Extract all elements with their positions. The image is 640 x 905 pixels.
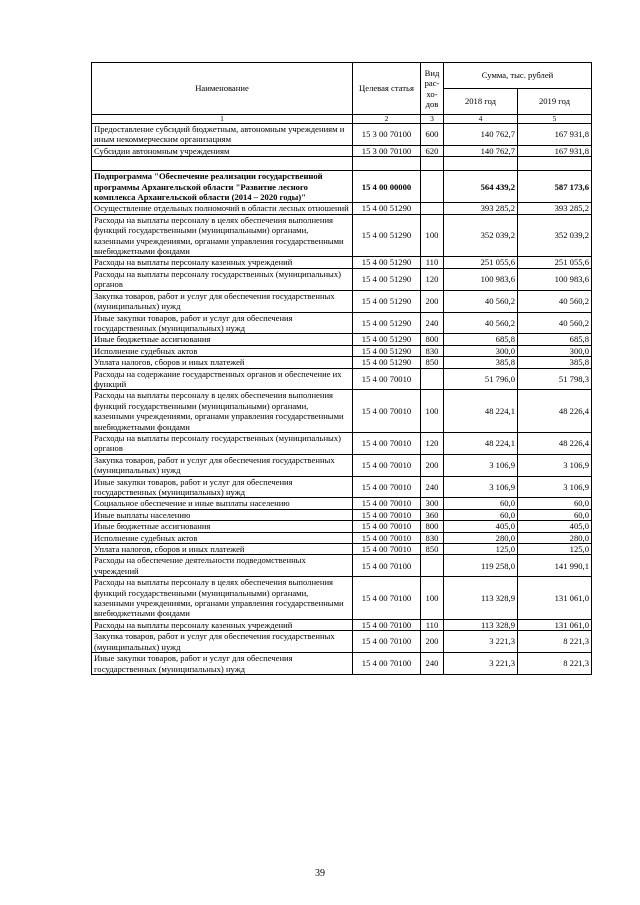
row-target-article: 15 3 00 70100	[353, 145, 421, 156]
row-name: Расходы на выплаты персоналу в целях обеспечения выполнения функций государственными (муниципальными) органами, казенными учреждениями, органами управления государственными внебюджетными фондами	[92, 390, 353, 433]
table-body	[92, 124, 592, 675]
table-row	[92, 476, 592, 498]
row-amount-2019: 167 931,8	[518, 124, 592, 146]
table-row	[92, 653, 592, 675]
row-amount-2018: 564 439,2	[444, 171, 518, 203]
row-target-article: 15 4 00 51290	[353, 257, 421, 268]
row-target-article: 15 4 00 51290	[353, 357, 421, 368]
row-name: Иные закупки товаров, работ и услуг для обеспечения государственных (муниципальных) нужд	[92, 476, 353, 498]
row-amount-2019: 125,0	[518, 544, 592, 555]
row-name: Иные бюджетные ассигнования	[92, 334, 353, 345]
row-target-article: 15 4 00 51290	[353, 290, 421, 312]
row-expense-type: 620	[421, 145, 444, 156]
row-amount-2018: 48 224,1	[444, 432, 518, 454]
header-name: Наименование	[92, 63, 353, 115]
row-amount-2018: 251 055,6	[444, 257, 518, 268]
row-target-article: 15 4 00 70010	[353, 509, 421, 520]
row-name: Уплата налогов, сборов и иных платежей	[92, 544, 353, 555]
row-amount-2018: 3 221,3	[444, 631, 518, 653]
row-name: Расходы на обеспечение деятельности подведомственных учреждений	[92, 555, 353, 577]
row-amount-2019	[518, 157, 592, 171]
row-expense-type: 200	[421, 631, 444, 653]
row-expense-type: 100	[421, 577, 444, 620]
row-amount-2018: 60,0	[444, 498, 518, 509]
row-expense-type	[421, 555, 444, 577]
row-amount-2019: 40 560,2	[518, 312, 592, 334]
row-target-article: 15 4 00 51290	[353, 214, 421, 257]
table-row	[92, 368, 592, 390]
row-amount-2019: 8 221,3	[518, 631, 592, 653]
table-row	[92, 509, 592, 520]
table-row	[92, 203, 592, 214]
row-amount-2019: 280,0	[518, 532, 592, 543]
row-amount-2019: 48 226,4	[518, 432, 592, 454]
row-name: Расходы на выплаты персоналу в целях обеспечения выполнения функций государственными (муниципальными) органами, казенными учреждениями, органами управления государственными внебюджетными фондами	[92, 214, 353, 257]
row-target-article: 15 4 00 70100	[353, 631, 421, 653]
row-target-article: 15 3 00 70100	[353, 124, 421, 146]
row-amount-2019: 587 173,6	[518, 171, 592, 203]
row-amount-2019: 352 039,2	[518, 214, 592, 257]
row-amount-2019: 385,8	[518, 357, 592, 368]
row-name: Субсидии автономным учреждениям	[92, 145, 353, 156]
row-amount-2018: 280,0	[444, 532, 518, 543]
row-target-article: 15 4 00 51290	[353, 203, 421, 214]
row-amount-2018: 113 328,9	[444, 619, 518, 630]
row-expense-type: 600	[421, 124, 444, 146]
column-number: 1	[92, 115, 353, 124]
row-name	[92, 157, 353, 171]
spacer-row	[92, 157, 592, 171]
row-target-article: 15 4 00 00000	[353, 171, 421, 203]
row-name: Предоставление субсидий бюджетным, автономным учреждениям и иным некоммерческим организациям	[92, 124, 353, 146]
row-name: Расходы на выплаты персоналу в целях обеспечения выполнения функций государственными (муниципальными) органами, казенными учреждениями, органами управления государственными внебюджетными фондами	[92, 577, 353, 620]
table-row	[92, 544, 592, 555]
row-target-article: 15 4 00 70100	[353, 653, 421, 675]
row-expense-type: 300	[421, 498, 444, 509]
table-row	[92, 345, 592, 356]
row-target-article: 15 4 00 70010	[353, 432, 421, 454]
table-row	[92, 555, 592, 577]
row-amount-2018: 140 762,7	[444, 124, 518, 146]
row-name: Расходы на выплаты персоналу казенных учреждений	[92, 619, 353, 630]
header-row-1	[92, 63, 592, 89]
table-row	[92, 357, 592, 368]
row-expense-type: 830	[421, 345, 444, 356]
table-row	[92, 619, 592, 630]
row-expense-type: 850	[421, 544, 444, 555]
row-amount-2019: 141 990,1	[518, 555, 592, 577]
row-target-article: 15 4 00 70010	[353, 544, 421, 555]
row-amount-2018: 685,8	[444, 334, 518, 345]
table-row	[92, 390, 592, 433]
row-expense-type	[421, 203, 444, 214]
row-name: Расходы на содержание государственных органов и обеспечение их функций	[92, 368, 353, 390]
row-target-article: 15 4 00 70010	[353, 476, 421, 498]
table-row	[92, 334, 592, 345]
row-amount-2018	[444, 157, 518, 171]
row-target-article: 15 4 00 70010	[353, 532, 421, 543]
row-amount-2018: 3 221,3	[444, 653, 518, 675]
row-amount-2019: 3 106,9	[518, 454, 592, 476]
row-amount-2019: 40 560,2	[518, 290, 592, 312]
row-amount-2019: 8 221,3	[518, 653, 592, 675]
row-expense-type: 800	[421, 334, 444, 345]
row-amount-2019: 251 055,6	[518, 257, 592, 268]
row-amount-2018: 393 285,2	[444, 203, 518, 214]
row-amount-2019: 48 226,4	[518, 390, 592, 433]
row-target-article: 15 4 00 70010	[353, 454, 421, 476]
row-amount-2019: 131 061,0	[518, 577, 592, 620]
row-name: Расходы на выплаты персоналу государственных (муниципальных) органов	[92, 268, 353, 290]
row-expense-type: 110	[421, 619, 444, 630]
row-name: Уплата налогов, сборов и иных платежей	[92, 357, 353, 368]
row-amount-2019: 685,8	[518, 334, 592, 345]
row-amount-2019: 60,0	[518, 498, 592, 509]
row-amount-2018: 352 039,2	[444, 214, 518, 257]
row-target-article: 15 4 00 70100	[353, 555, 421, 577]
row-name: Иные выплаты населению	[92, 509, 353, 520]
row-target-article: 15 4 00 51290	[353, 345, 421, 356]
row-amount-2018: 140 762,7	[444, 145, 518, 156]
row-expense-type: 240	[421, 312, 444, 334]
row-amount-2019: 3 106,9	[518, 476, 592, 498]
table-row	[92, 145, 592, 156]
column-number: 3	[421, 115, 444, 124]
row-expense-type	[421, 157, 444, 171]
row-amount-2018: 125,0	[444, 544, 518, 555]
table-row	[92, 257, 592, 268]
table-row	[92, 124, 592, 146]
header-vid-line: рас-	[424, 78, 440, 89]
row-name: Исполнение судебных актов	[92, 532, 353, 543]
header-vid-line: дов	[425, 98, 439, 109]
row-expense-type: 200	[421, 290, 444, 312]
row-expense-type: 830	[421, 532, 444, 543]
row-expense-type: 850	[421, 357, 444, 368]
row-target-article: 15 4 00 51290	[353, 334, 421, 345]
header-sum: Сумма, тыс. рублей	[444, 63, 592, 89]
page-number: 39	[315, 868, 325, 879]
row-name: Закупка товаров, работ и услуг для обеспечения государственных (муниципальных) нужд	[92, 631, 353, 653]
column-number: 4	[444, 115, 518, 124]
row-expense-type: 200	[421, 454, 444, 476]
column-number-row	[92, 115, 592, 124]
row-amount-2018: 3 106,9	[444, 454, 518, 476]
row-name: Исполнение судебных актов	[92, 345, 353, 356]
header-expense-type	[421, 63, 444, 115]
row-expense-type: 360	[421, 509, 444, 520]
table-row	[92, 577, 592, 620]
row-target-article: 15 4 00 70010	[353, 498, 421, 509]
row-name: Расходы на выплаты персоналу государственных (муниципальных) органов	[92, 432, 353, 454]
row-target-article: 15 4 00 70100	[353, 619, 421, 630]
row-target-article: 15 4 00 51290	[353, 312, 421, 334]
row-expense-type	[421, 368, 444, 390]
column-number: 5	[518, 115, 592, 124]
subprogram-row	[92, 171, 592, 203]
row-amount-2018: 119 258,0	[444, 555, 518, 577]
table-row	[92, 521, 592, 532]
row-amount-2018: 385,8	[444, 357, 518, 368]
row-expense-type	[421, 171, 444, 203]
row-amount-2018: 40 560,2	[444, 312, 518, 334]
header-year-2018: 2018 год	[444, 89, 518, 115]
row-target-article: 15 4 00 70010	[353, 521, 421, 532]
row-name: Осуществление отдельных полномочий в области лесных отношений	[92, 203, 353, 214]
row-name: Подпрограмма "Обеспечение реализации государственной программы Архангельской области "Развитие лесного комплекса Архангельской области (2014 – 2020 годы)"	[92, 171, 353, 203]
row-name: Социальное обеспечение и иные выплаты населению	[92, 498, 353, 509]
row-name: Иные бюджетные ассигнования	[92, 521, 353, 532]
row-amount-2019: 60,0	[518, 509, 592, 520]
row-amount-2018: 405,0	[444, 521, 518, 532]
row-name: Расходы на выплаты персоналу казенных учреждений	[92, 257, 353, 268]
row-target-article: 15 4 00 70100	[353, 577, 421, 620]
row-amount-2018: 60,0	[444, 509, 518, 520]
column-number: 2	[353, 115, 421, 124]
row-amount-2019: 393 285,2	[518, 203, 592, 214]
row-expense-type: 240	[421, 653, 444, 675]
table-row	[92, 498, 592, 509]
row-expense-type: 110	[421, 257, 444, 268]
row-expense-type: 800	[421, 521, 444, 532]
row-amount-2018: 40 560,2	[444, 290, 518, 312]
row-target-article: 15 4 00 70010	[353, 390, 421, 433]
row-amount-2019: 405,0	[518, 521, 592, 532]
row-amount-2019: 300,0	[518, 345, 592, 356]
table-row	[92, 631, 592, 653]
row-amount-2018: 3 106,9	[444, 476, 518, 498]
row-expense-type: 240	[421, 476, 444, 498]
header-vid-line: хо-	[426, 88, 438, 99]
budget-table	[91, 62, 592, 675]
row-expense-type: 120	[421, 432, 444, 454]
header-target-article: Целевая статья	[353, 63, 421, 115]
row-target-article: 15 4 00 70010	[353, 368, 421, 390]
table-row	[92, 290, 592, 312]
table-row	[92, 268, 592, 290]
header-vid-line: Вид	[424, 67, 440, 78]
row-amount-2019: 51 798,3	[518, 368, 592, 390]
row-name: Закупка товаров, работ и услуг для обеспечения государственных (муниципальных) нужд	[92, 290, 353, 312]
table-row	[92, 214, 592, 257]
row-amount-2018: 51 796,0	[444, 368, 518, 390]
row-amount-2019: 167 931,8	[518, 145, 592, 156]
row-amount-2018: 100 983,6	[444, 268, 518, 290]
row-amount-2018: 300,0	[444, 345, 518, 356]
row-name: Закупка товаров, работ и услуг для обеспечения государственных (муниципальных) нужд	[92, 454, 353, 476]
table-row	[92, 432, 592, 454]
row-expense-type: 100	[421, 390, 444, 433]
row-name: Иные закупки товаров, работ и услуг для обеспечения государственных (муниципальных) нужд	[92, 653, 353, 675]
row-amount-2018: 48 224,1	[444, 390, 518, 433]
table-row	[92, 532, 592, 543]
row-amount-2018: 113 328,9	[444, 577, 518, 620]
table-row	[92, 312, 592, 334]
table-row	[92, 454, 592, 476]
row-amount-2019: 131 061,0	[518, 619, 592, 630]
row-expense-type: 100	[421, 214, 444, 257]
row-name: Иные закупки товаров, работ и услуг для обеспечения государственных (муниципальных) нужд	[92, 312, 353, 334]
row-amount-2019: 100 983,6	[518, 268, 592, 290]
row-expense-type: 120	[421, 268, 444, 290]
header-year-2019: 2019 год	[518, 89, 592, 115]
row-target-article	[353, 157, 421, 171]
row-target-article: 15 4 00 51290	[353, 268, 421, 290]
